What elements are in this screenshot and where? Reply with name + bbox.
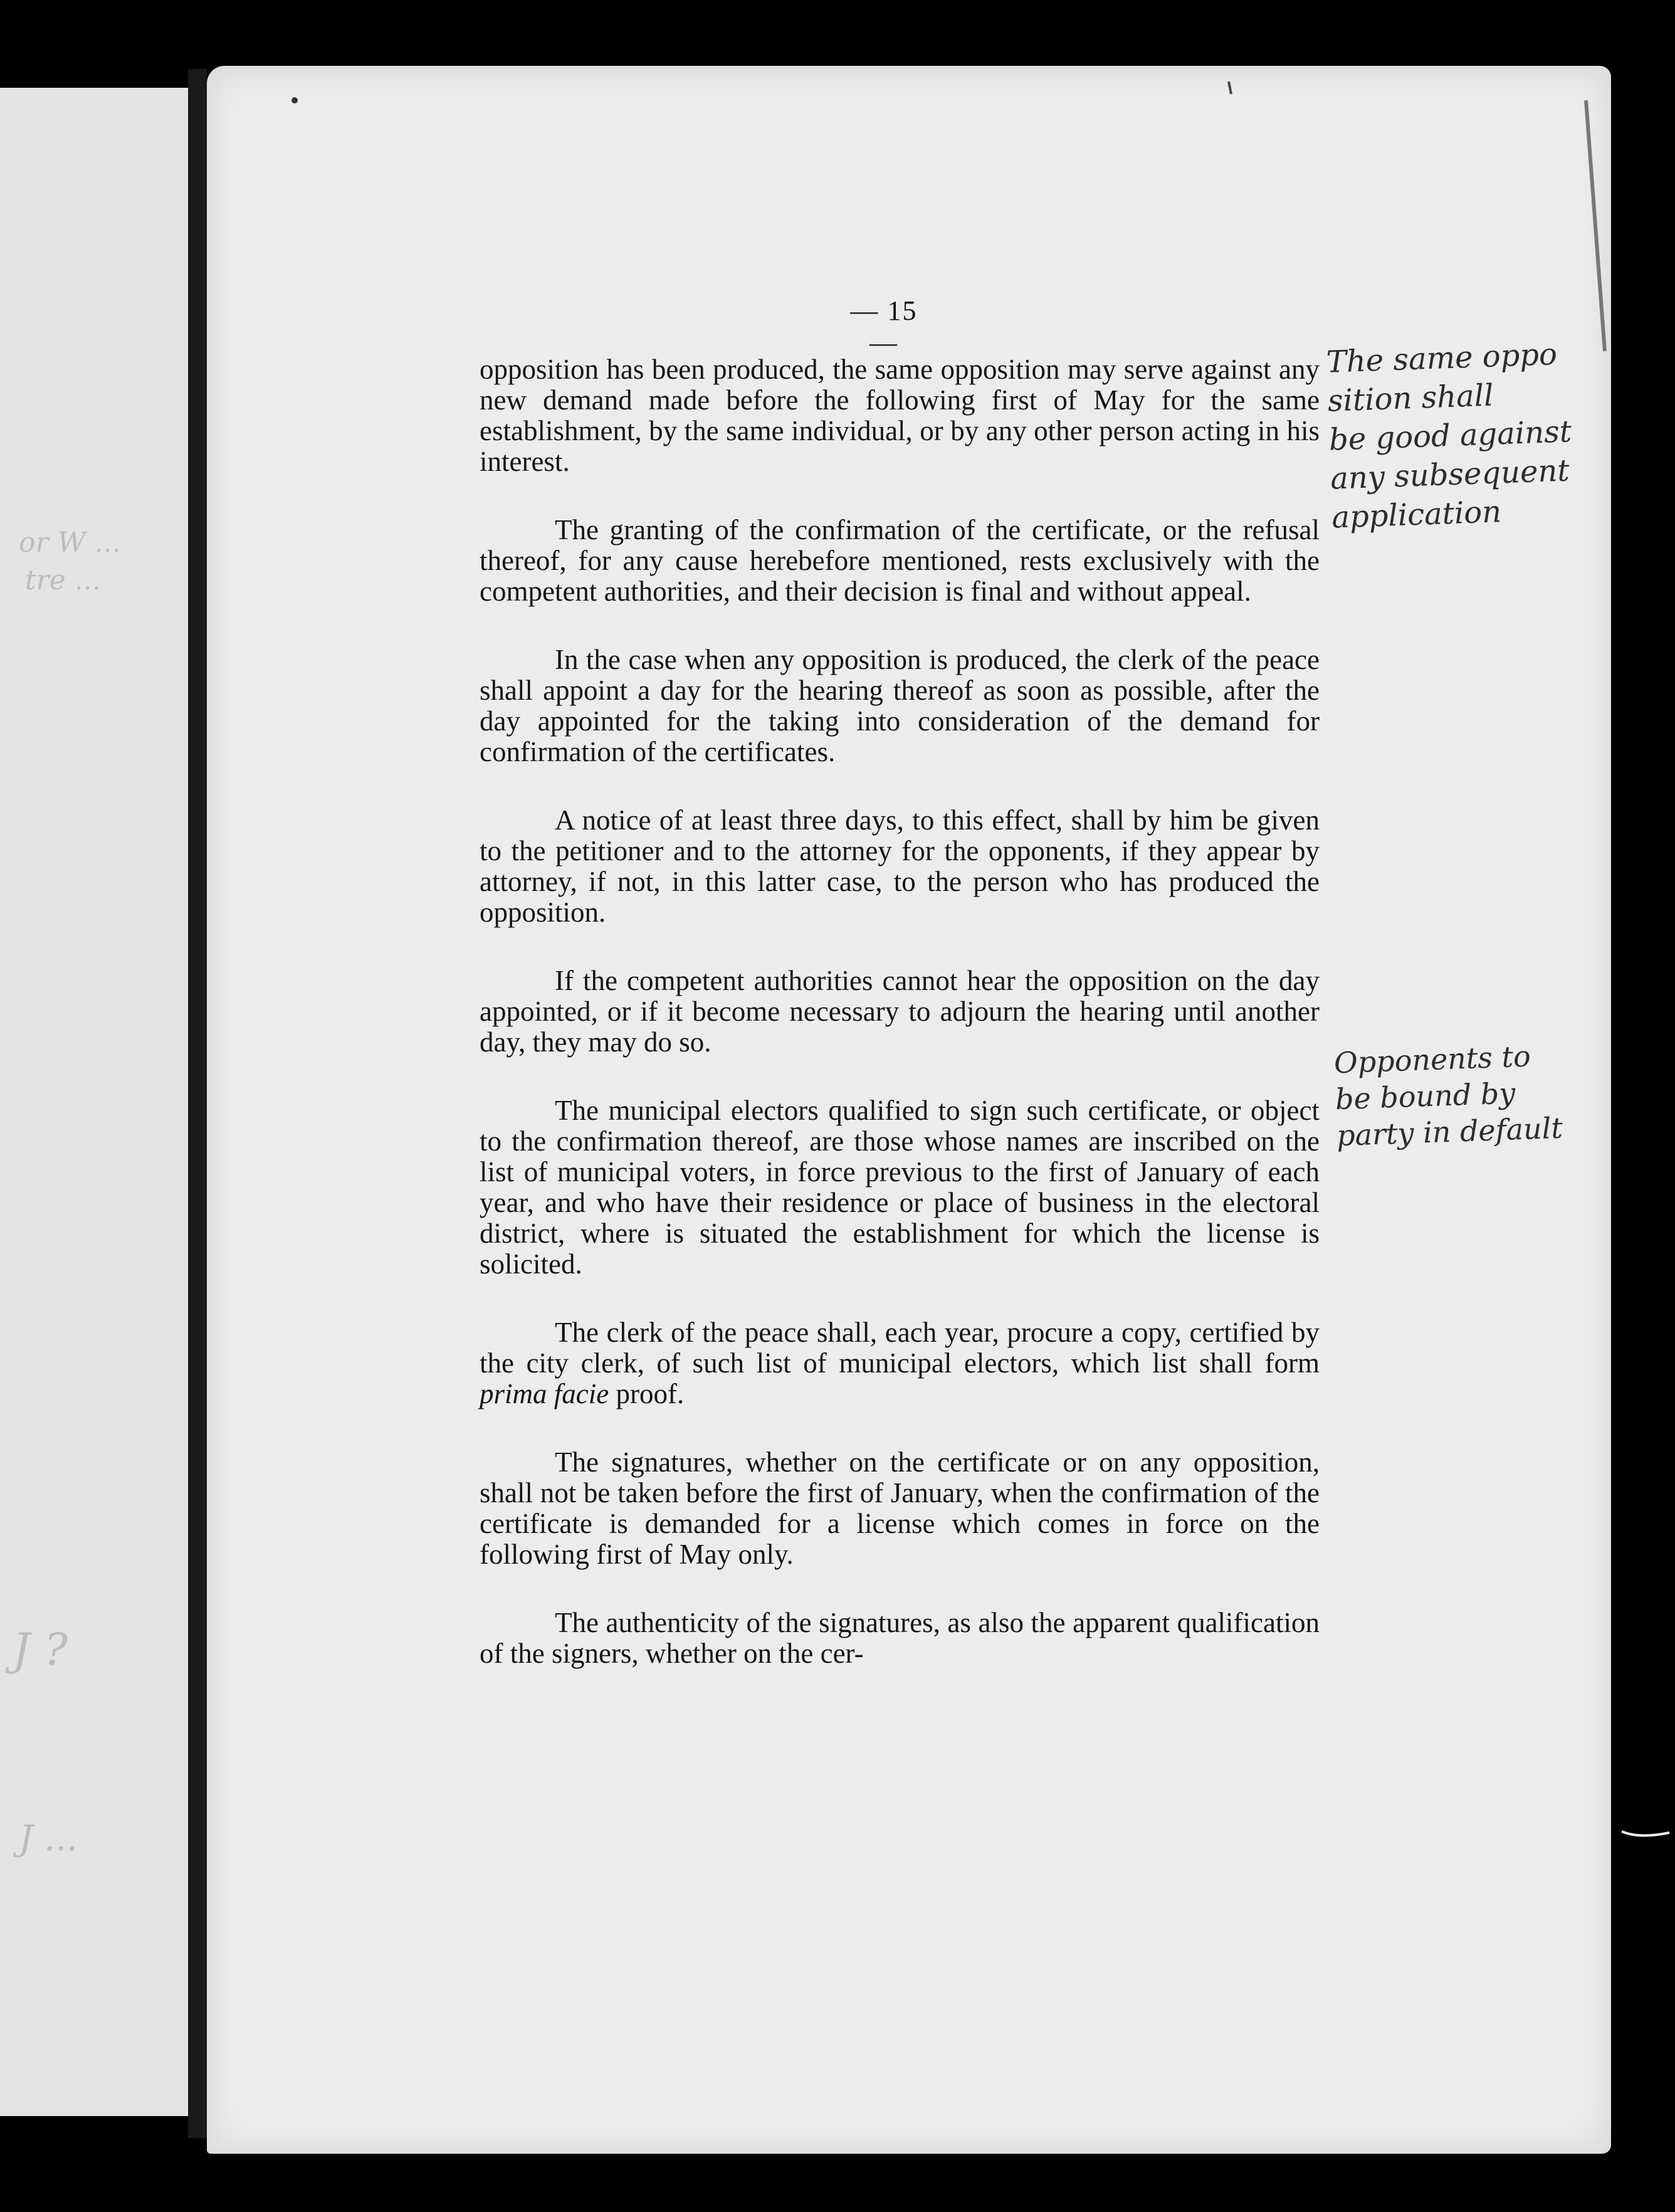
paragraph: The municipal electors qualified to sign such certificate, or object to the confirmation thereof, are those whose names are inscribed on the list of municipal voters, in force previous to the first of January of each year, and who have their residence or place of business in the electoral district, where is situated the establishment for which the license is solicited. <box>480 1095 1320 1280</box>
page-number: — 15 — <box>850 295 918 358</box>
paragraph: The signatures, whether on the certificate or on any opposition, shall not be taken before the first of January, when the confirmation of the certificate is demanded for a license which comes in force on the following first of May only. <box>480 1446 1320 1570</box>
ghost-text: tre ... <box>25 564 101 596</box>
note-line: be bound by <box>1335 1076 1516 1117</box>
paragraph: The granting of the confirmation of the certificate, or the refusal thereof, for any cause herebefore mentioned, rests exclusively with the competent authorities, and their decision is final and without appeal. <box>480 514 1320 607</box>
paragraph: In the case when any opposition is produced, the clerk of the peace shall appoint a day for the hearing thereof as soon as possible, after the day appointed for the taking into consideration of the demand for confirmation of the certificates. <box>480 644 1320 767</box>
ghost-text: J ... <box>19 1818 78 1859</box>
paragraph: If the competent authorities cannot hear the opposition on the day appointed, or if it become necessary to adjourn the hearing until another day, they may do so. <box>480 965 1320 1058</box>
note-line: The same oppo <box>1325 336 1558 380</box>
paragraph: A notice of at least three days, to this effect, shall by him be given to the petitioner and to the attorney for the opponents, if they appear by attorney, if not, in this latter case, to the person who has produced the opposition. <box>480 804 1320 928</box>
note-line: Opponents to <box>1333 1039 1531 1080</box>
body-text <box>480 354 1320 1669</box>
handwritten-margin-note <box>1333 1037 1563 1154</box>
note-line: party in default <box>1336 1110 1563 1153</box>
corner-arrow-mark <box>1620 1828 1671 1840</box>
handwritten-margin-note <box>1326 334 1575 537</box>
note-line: any subsequent <box>1330 453 1570 497</box>
paragraph-text: proof. <box>609 1378 685 1409</box>
ghost-text: or W ... <box>19 527 121 559</box>
note-line: be good against <box>1328 414 1572 458</box>
page-gutter <box>188 69 207 2138</box>
paragraph: The authenticity of the signatures, as also the apparent qualification of the signers, whether on the cer- <box>480 1607 1320 1669</box>
note-line: application <box>1331 494 1502 535</box>
paragraph: opposition has been produced, the same opposition may serve against any new demand made before the following first of May for the same establishment, by the same individual, or by any other person acting in his interest. <box>480 354 1320 477</box>
note-line: sition shall <box>1326 377 1494 419</box>
ghost-text: J ? <box>13 1624 68 1675</box>
previous-page-edge <box>0 88 193 2116</box>
paragraph <box>480 1317 1320 1409</box>
italic-phrase: prima facie <box>480 1378 609 1409</box>
paragraph-text: The clerk of the peace shall, each year, procure a copy, certified by the city clerk, of such list of municipal electors, which list shall form <box>480 1317 1320 1379</box>
